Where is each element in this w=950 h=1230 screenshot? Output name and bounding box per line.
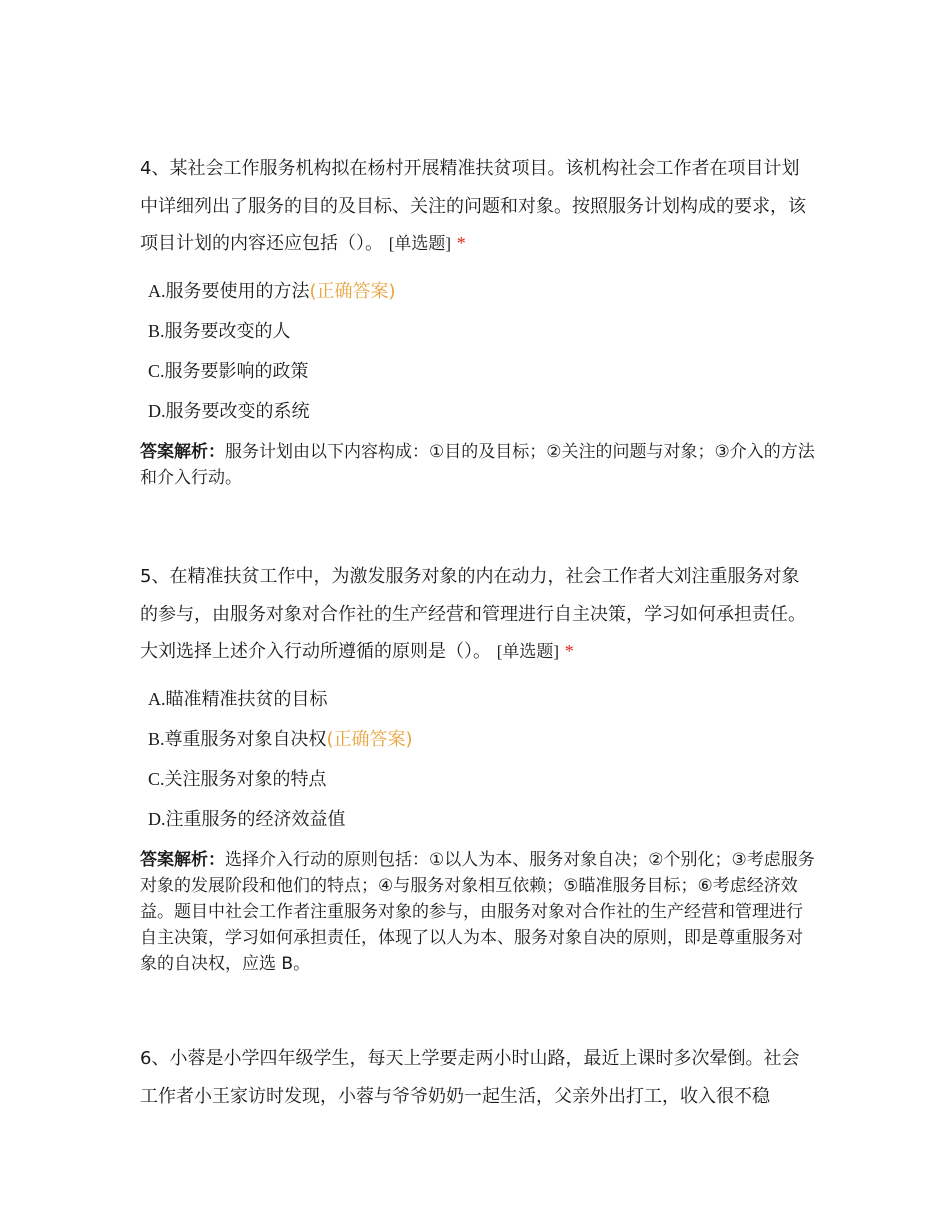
option-letter: B. <box>148 728 165 749</box>
option-text: 服务要影响的政策 <box>164 360 309 382</box>
option-text: 服务要改变的系统 <box>165 400 310 422</box>
option-a[interactable] <box>148 271 815 311</box>
question-stem <box>140 558 815 671</box>
option-text: 服务要改变的人 <box>164 320 291 342</box>
option-letter: A. <box>148 280 166 301</box>
option-b[interactable] <box>148 719 815 759</box>
option-c[interactable] <box>148 351 815 391</box>
question-stem-text: 5、在精准扶贫工作中，为激发服务对象的内在动力，社会工作者大刘注重服务对象的参与，由服务对象对合作社的生产经营和管理进行自主决策，学习如何承担责任。大刘选择上述介入行动所遵循的原则是（）。 <box>140 566 806 662</box>
question-type-tag: [单选题] <box>388 234 452 253</box>
question-stem <box>140 150 815 263</box>
option-text: 尊重服务对象自决权 <box>164 728 327 750</box>
answer-analysis <box>140 439 815 491</box>
question-6 <box>140 1040 815 1115</box>
question-5 <box>140 558 815 977</box>
options-list <box>148 271 815 431</box>
option-a[interactable] <box>148 679 815 719</box>
option-text: 服务要使用的方法 <box>165 280 310 302</box>
option-d[interactable] <box>148 799 815 839</box>
analysis-label: 答案解析： <box>140 849 225 870</box>
question-stem <box>140 1040 815 1115</box>
analysis-label: 答案解析： <box>140 441 225 462</box>
correct-answer-tag: (正确答案) <box>326 728 413 750</box>
answer-analysis <box>140 847 815 977</box>
option-b[interactable] <box>148 311 815 351</box>
option-text: 注重服务的经济效益值 <box>165 808 346 830</box>
correct-answer-tag: (正确答案) <box>309 280 396 302</box>
question-type-tag: [单选题] <box>496 642 560 661</box>
analysis-text: 服务计划由以下内容构成：①目的及目标；②关注的问题与对象；③介入的方法和介入行动。 <box>140 441 815 488</box>
option-letter: A. <box>148 688 166 709</box>
question-4 <box>140 150 815 491</box>
analysis-text: 选择介入行动的原则包括：①以人为本、服务对象自决；②个别化；③考虑服务对象的发展阶段和他们的特点；④与服务对象相互依赖；⑤瞄准服务目标；⑥考虑经济效益。题目中社会工作者注重服务对象的参与，由服务对象对合作社的生产经营和管理进行自主决策，学习如何承担责任，体现了以人为本、服务对象自决的原则，即是尊重服务对象的自决权，应选 B。 <box>140 849 815 974</box>
question-stem-text: 4、某社会工作服务机构拟在杨村开展精准扶贫项目。该机构社会工作者在项目计划中详细列出了服务的目的及目标、关注的问题和对象。按照服务计划构成的要求，该项目计划的内容还应包括（）。 <box>140 158 806 254</box>
required-mark: * <box>456 233 466 253</box>
option-text: 瞄准精准扶贫的目标 <box>165 688 328 710</box>
options-list <box>148 679 815 839</box>
option-text: 关注服务对象的特点 <box>164 768 327 790</box>
option-letter: C. <box>148 360 165 381</box>
question-stem-text: 6、小蓉是小学四年级学生，每天上学要走两小时山路，最近上课时多次晕倒。社会工作者小王家访时发现，小蓉与爷爷奶奶一起生活，父亲外出打工，收入很不稳 <box>140 1048 800 1107</box>
required-mark: * <box>564 641 574 661</box>
option-letter: C. <box>148 768 165 789</box>
option-d[interactable] <box>148 391 815 431</box>
option-letter: D. <box>148 400 166 421</box>
option-letter: B. <box>148 320 165 341</box>
option-letter: D. <box>148 808 166 829</box>
option-c[interactable] <box>148 759 815 799</box>
